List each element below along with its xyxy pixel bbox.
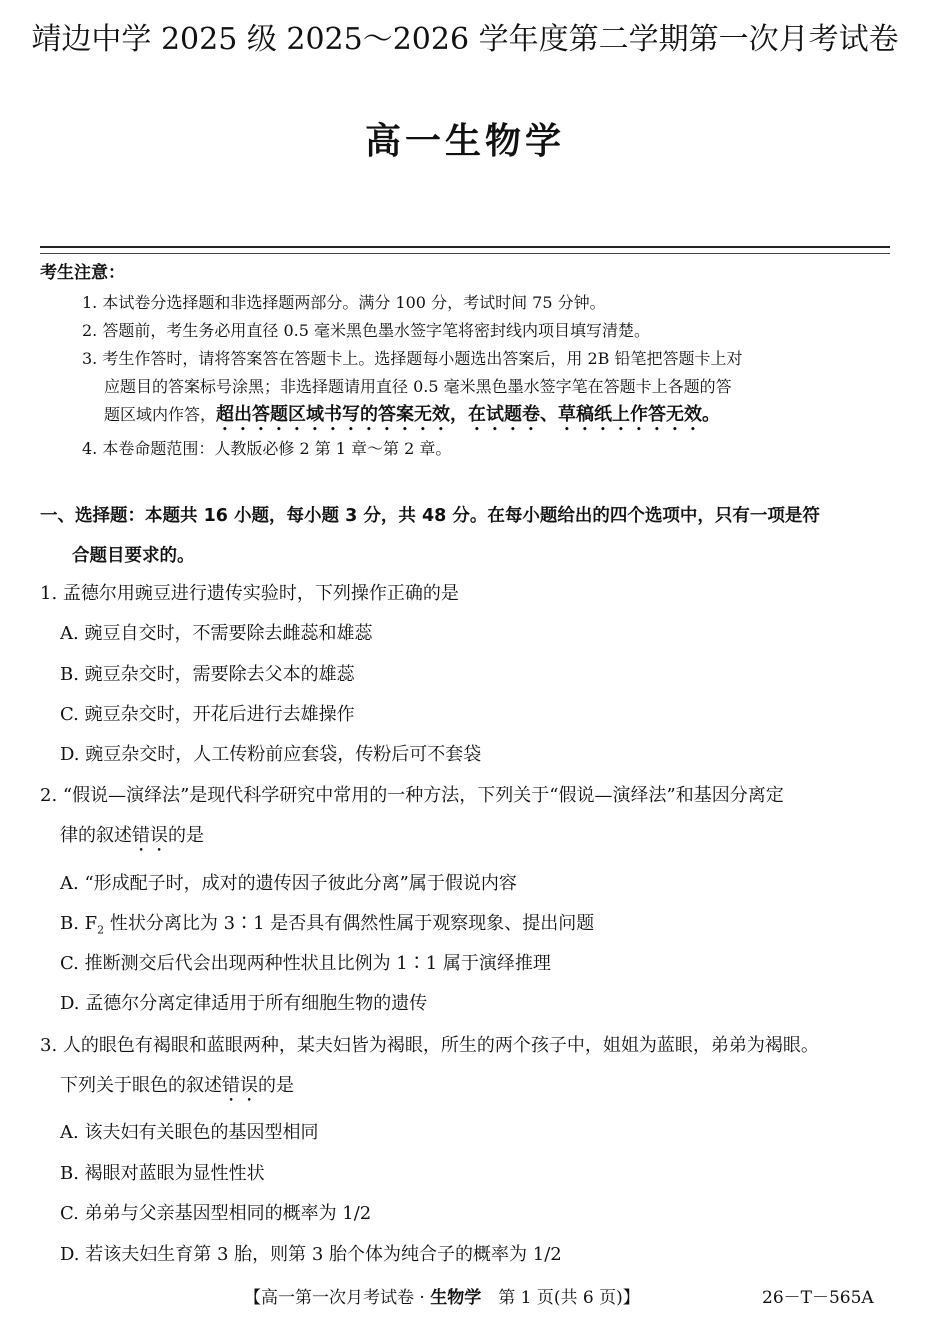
notice-heading: 考生注意：: [40, 263, 125, 283]
question-2-stem-cont-a: 律的叙述: [60, 825, 132, 846]
header-divider-thick: [40, 246, 890, 248]
question-2-option-b-f: B. F: [60, 913, 98, 934]
notice-item-3-cont2: [82, 401, 892, 435]
footer-paper-code: 26－T－565A: [762, 1288, 874, 1308]
question-3-stem: 3. 人的眼色有褐眼和蓝眼两种，某夫妇皆为褐眼，所生的两个孩子中，姐姐为蓝眼，弟弟为褐眼。: [40, 1035, 819, 1056]
notice-emphasis: 超出答题区域书写的答案无效，在试题卷、草稿纸上作答无效。: [216, 404, 721, 425]
exam-title: 靖边中学 2025 级 2025～2026 学年度第二学期第一次月考试卷: [31, 22, 899, 57]
subject-title: 高一生物学: [364, 121, 565, 162]
question-3-option-b: B. 褐眼对蓝眼为显性性状: [60, 1163, 265, 1184]
question-1-option-c: C. 豌豆杂交时，开花后进行去雄操作: [60, 704, 355, 725]
question-3-emphasis: 错误: [222, 1075, 258, 1096]
section-heading-line2: 合题目要求的。: [72, 546, 195, 566]
footer-subject: 生物学: [430, 1288, 482, 1308]
notice-item-2: 2. 答题前，考生务必用直径 0.5 毫米黑色墨水签字笔将密封线内项目填写清楚。: [82, 321, 650, 340]
question-1-option-a: A. 豌豆自交时，不需要除去雌蕊和雄蕊: [60, 623, 373, 644]
question-2-option-b-subscript: 2: [97, 923, 105, 937]
section-heading-line1: 一、选择题：本题共 16 小题，每小题 3 分，共 48 分。在每小题给出的四个选项中，只有一项是符: [40, 506, 820, 526]
question-3-stem-cont: [40, 1066, 900, 1106]
question-2-emphasis: 错误: [132, 825, 168, 846]
question-1-option-b: B. 豌豆杂交时，需要除去父本的雄蕊: [60, 664, 355, 685]
question-1-option-d: D. 豌豆杂交时，人工传粉前应套袋，传粉后可不套袋: [60, 744, 482, 765]
question-3-stem-cont-a: 下列关于眼色的叙述: [60, 1075, 222, 1096]
notice-item-3-line3: 题区域内作答，: [104, 405, 217, 424]
question-3-stem-cont-b: 的是: [258, 1075, 294, 1096]
header-divider-thin: [40, 253, 890, 254]
footer-page-number: 第 1 页(共 6 页)】: [481, 1288, 640, 1308]
question-3-option-c: C. 弟弟与父亲基因型相同的概率为 1/2: [60, 1203, 372, 1224]
question-2-option-a: A. “形成配子时，成对的遗传因子彼此分离”属于假说内容: [60, 873, 517, 894]
question-2-stem-cont: [40, 816, 900, 856]
notice-item-4: 4. 本卷命题范围：人教版必修 2 第 1 章～第 2 章。: [82, 439, 452, 458]
question-1-stem: 1. 孟德尔用豌豆进行遗传实验时，下列操作正确的是: [40, 583, 459, 604]
question-2-stem-cont-b: 的是: [168, 825, 204, 846]
question-3-option-d: D. 若该夫妇生育第 3 胎，则第 3 胎个体为纯合子的概率为 1/2: [60, 1244, 562, 1265]
question-3-option-a: A. 该夫妇有关眼色的基因型相同: [60, 1122, 319, 1143]
notice-item-3-cont: [82, 373, 892, 401]
question-2-option-d: D. 孟德尔分离定律适用于所有细胞生物的遗传: [60, 993, 428, 1014]
question-2-option-c: C. 推断测交后代会出现两种性状且比例为 1∶1 属于演绎推理: [60, 953, 551, 974]
footer-page-info: [244, 1284, 640, 1312]
footer-exam-name: 【高一第一次月考试卷 ·: [244, 1288, 431, 1308]
question-2-option-b-rest: 性状分离比为 3∶1 是否具有偶然性属于观察现象、提出问题: [104, 913, 595, 934]
section-heading: [40, 496, 895, 576]
notice-item-3: 3. 考生作答时，请将答案答在答题卡上。选择题每小题选出答案后，用 2B 铅笔把答题卡上对: [82, 349, 743, 368]
question-2-stem: 2. “假说—演绎法”是现代科学研究中常用的一种方法，下列关于“假说—演绎法”和基因分离定: [40, 785, 784, 806]
notice-item-3-line2: 应题目的答案标号涂黑；非选择题请用直径 0.5 毫米黑色墨水签字笔在答题卡上各题的答: [104, 377, 732, 396]
notice-item-1: 1. 本试卷分选择题和非选择题两部分。满分 100 分，考试时间 75 分钟。: [82, 293, 606, 312]
